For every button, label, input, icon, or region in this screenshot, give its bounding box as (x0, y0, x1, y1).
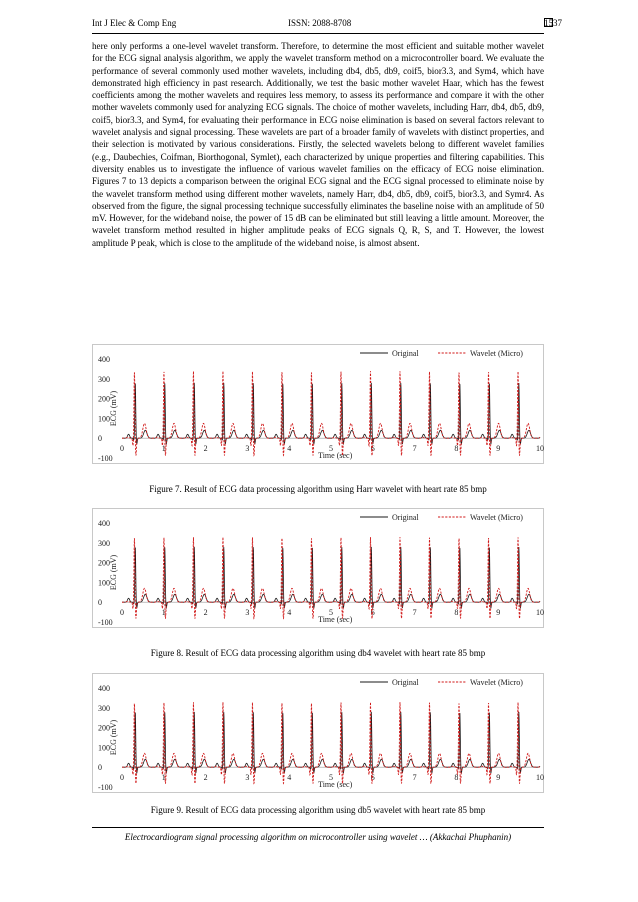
x-tick-label: 0 (120, 608, 124, 618)
x-tick-label: 1 (161, 444, 166, 454)
y-tick-label: 0 (98, 598, 102, 608)
x-tick-label: 4 (287, 773, 292, 783)
x-tick-label: 4 (287, 608, 292, 618)
body-paragraph: here only performs a one-level wavelet transform. Therefore, to determine the most efficient and suitable mother wavelet for the ECG signal analysis algorithm, we apply the wavelet transform method on a microcontroller board. We evaluate the performance of several commonly used mother wavelets, including db4, db5, db9, coif5, bior3.3, and Sym4, which have demonstrated high efficiency in past research. Additionally, we test the basic mother wavelet Haar, which has the fewest coefficients among the mother wavelets and requires less memory, to assess its performance and compare it with the other mother wavelets commonly used for analyzing ECG signals. The choice of mother wavelets, including Harr, db4, db5, db9, coif5, bior3.3, and Sym4, for evaluating their performance in ECG noise elimination is based on several factors relevant to wavelet analysis and signal processing. These wavelets are part of a broader family of wavelets with distinct properties, and their selection is motivated by various considerations. Firstly, the selected wavelets belong to different wavelet families (e.g., Daubechies, Coifman, Biorthogonal, Symlet), each characterized by unique properties and filtering capabilities. This diversity enables us to investigate the influence of various wavelet families on the efficacy of ECG noise elimination. Figures 7 to 13 depicts a comparison between the original ECG signal and the ECG signal processed to eliminate noise by the wavelet transform method using different mother wavelets, namely Harr, db4, db5, db9, coif5, bior3.3, and Symr4. As observed from the figure, the signal processing technique successfully eliminates the baseline noise with an amplitude of 50 mV. However, for the wideband noise, the power of 15 dB can be eliminated but still leaving a little amount. Moreover, the wavelet transform method resulted in higher amplitude peaks of ECG signals Q, R, S, and T. However, the lowest amplitude P peak, which is close to the amplitude of the wideband noise, is almost absent. (92, 41, 544, 248)
ecg-chart-svg (92, 673, 544, 793)
x-tick-label: 7 (412, 444, 417, 454)
chart-frame (93, 345, 544, 464)
y-axis-label: ECG (mV) (109, 554, 118, 591)
x-tick-label: 10 (536, 608, 544, 618)
x-tick-label: 9 (496, 444, 501, 454)
x-tick-label: 5 (329, 444, 333, 454)
y-tick-label: 400 (98, 519, 110, 528)
journal-name: Int J Elec & Comp Eng (92, 18, 177, 28)
y-axis-label: ECG (mV) (109, 719, 118, 756)
x-axis-label: Time (sec) (318, 615, 353, 624)
y-axis-label: ECG (mV) (109, 390, 118, 427)
y-tick-label: 0 (98, 763, 102, 773)
y-tick-label: 300 (98, 703, 110, 713)
header-rule (92, 33, 544, 34)
legend-label: Wavelet (Micro) (470, 678, 523, 687)
y-tick-label: 0 (98, 434, 102, 444)
legend-label: Original (392, 513, 419, 522)
issn: ISSN: 2088-8708 (288, 18, 352, 28)
ecg-chart-svg (92, 344, 544, 464)
x-tick-label: 0 (120, 444, 124, 454)
figure-7-caption: Figure 7. Result of ECG data processing algorithm using Harr wavelet with heart rate 85 bmp (149, 484, 487, 494)
legend-label: Wavelet (Micro) (470, 349, 523, 358)
x-tick-label: 5 (329, 608, 333, 618)
x-tick-label: 6 (370, 608, 375, 618)
figure-7-chart (92, 344, 544, 464)
figure-9-caption: Figure 9. Result of ECG data processing algorithm using db5 wavelet with heart rate 85 bmp (150, 805, 486, 815)
y-tick-label: 100 (98, 414, 110, 424)
x-tick-label: 10 (536, 444, 544, 454)
legend-label: Original (392, 678, 419, 687)
figure-8-caption: Figure 8. Result of ECG data processing algorithm using db4 wavelet with heart rate 85 bmp (150, 648, 486, 658)
y-tick-label: 300 (98, 374, 110, 384)
y-tick-label: 200 (98, 558, 110, 568)
x-tick-label: 1 (161, 608, 166, 618)
x-axis-label: Time (sec) (318, 780, 353, 789)
y-tick-label: 200 (98, 723, 110, 733)
x-tick-label: 7 (412, 773, 417, 783)
x-axis-label: Time (sec) (318, 451, 353, 460)
y-tick-label: 400 (98, 684, 110, 693)
legend-label: Original (392, 349, 419, 358)
x-tick-label: 0 (120, 773, 124, 783)
chart-frame (93, 674, 544, 793)
x-tick-label: 2 (203, 773, 208, 783)
x-tick-label: 9 (496, 773, 501, 783)
x-tick-label: 2 (203, 608, 208, 618)
y-tick-label: 100 (98, 578, 110, 588)
x-tick-label: 3 (245, 444, 250, 454)
x-tick-label: 1 (161, 773, 166, 783)
chart-frame (93, 509, 544, 628)
y-tick-label: 200 (98, 394, 110, 404)
x-tick-label: 8 (454, 444, 459, 454)
x-tick-label: 9 (496, 608, 501, 618)
x-tick-label: 5 (329, 773, 333, 783)
figure-8-chart (92, 508, 544, 628)
x-tick-label: 7 (412, 608, 417, 618)
ecg-chart-svg (92, 508, 544, 628)
x-tick-label: 3 (245, 773, 250, 783)
x-tick-label: 8 (454, 608, 459, 618)
footer-rule (92, 827, 544, 828)
x-tick-label: 2 (203, 444, 208, 454)
page-header (92, 18, 562, 32)
y-tick-label: 400 (98, 355, 110, 364)
x-tick-label: 4 (287, 444, 292, 454)
y-tick-label: -100 (98, 618, 113, 627)
y-tick-label: 300 (98, 538, 110, 548)
x-tick-label: 6 (370, 444, 375, 454)
x-tick-label: 8 (454, 773, 459, 783)
x-tick-label: 3 (245, 608, 250, 618)
y-tick-label: 100 (98, 743, 110, 753)
page-number: 1537 (544, 18, 562, 28)
x-tick-label: 10 (536, 773, 544, 783)
legend-label: Wavelet (Micro) (470, 513, 523, 522)
y-tick-label: -100 (98, 783, 113, 792)
page-footer: Electrocardiogram signal processing algorithm on microcontroller using wavelet … (Akkachai Phuphanin) (124, 832, 512, 842)
y-tick-label: -100 (98, 454, 113, 463)
x-tick-label: 6 (370, 773, 375, 783)
figure-9-chart (92, 673, 544, 793)
